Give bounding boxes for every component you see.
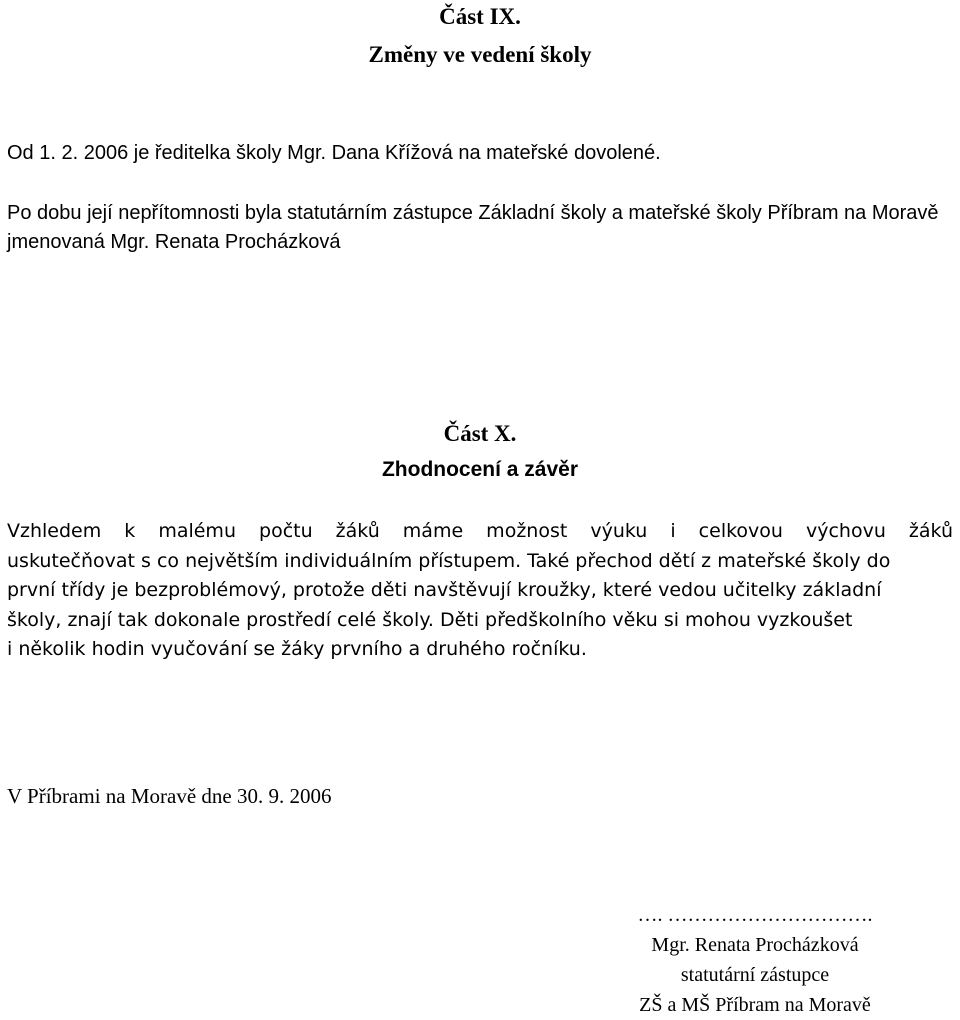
signatory-school: ZŠ a MŠ Příbram na Moravě — [639, 994, 871, 1016]
place-and-date: V Příbrami na Moravě dne 30. 9. 2006 — [7, 784, 332, 808]
section-10-title: Zhodnocení a závěr — [381, 458, 579, 481]
body-line: první třídy je bezproblémový, protože děti navštěvují kroužky, které vedou učitelky základní — [7, 579, 882, 601]
section-10-body — [7, 517, 953, 665]
body-line: uskutečňovat s co největším individuálním přístupem. Také přechod dětí z mateřské školy do — [7, 549, 891, 572]
signatory-role: statutární zástupce — [680, 964, 830, 986]
section-9-title: Změny ve vedení školy — [368, 42, 592, 67]
section-9-paragraph-2: Po dobu její nepřítomnosti byla statutárním zástupce Základní školy a mateřské školy Příbram na Moravě jmenovaná Mgr. Renata Procházková — [7, 202, 939, 253]
signature-line: …. …………………………. — [637, 904, 873, 926]
body-line: školy, znají tak dokonale prostředí celé školy. Děti předškolního věku si mohou vyzkoušet — [7, 608, 853, 631]
signature-block — [600, 900, 910, 1020]
section-10-part-label: Část X. — [443, 421, 517, 446]
section-9-part-label: Část IX. — [439, 4, 521, 29]
section-9-paragraph-1: Od 1. 2. 2006 je ředitelka školy Mgr. Dana Křížová na mateřské dovolené. — [7, 142, 661, 164]
body-line: Vzhledem k malému počtu žáků máme možnost výuku i celkovou výchovu žáků — [7, 520, 953, 542]
body-line: i několik hodin vyučování se žáky prvního a druhého ročníku. — [7, 638, 587, 660]
signatory-name: Mgr. Renata Procházková — [651, 934, 859, 956]
